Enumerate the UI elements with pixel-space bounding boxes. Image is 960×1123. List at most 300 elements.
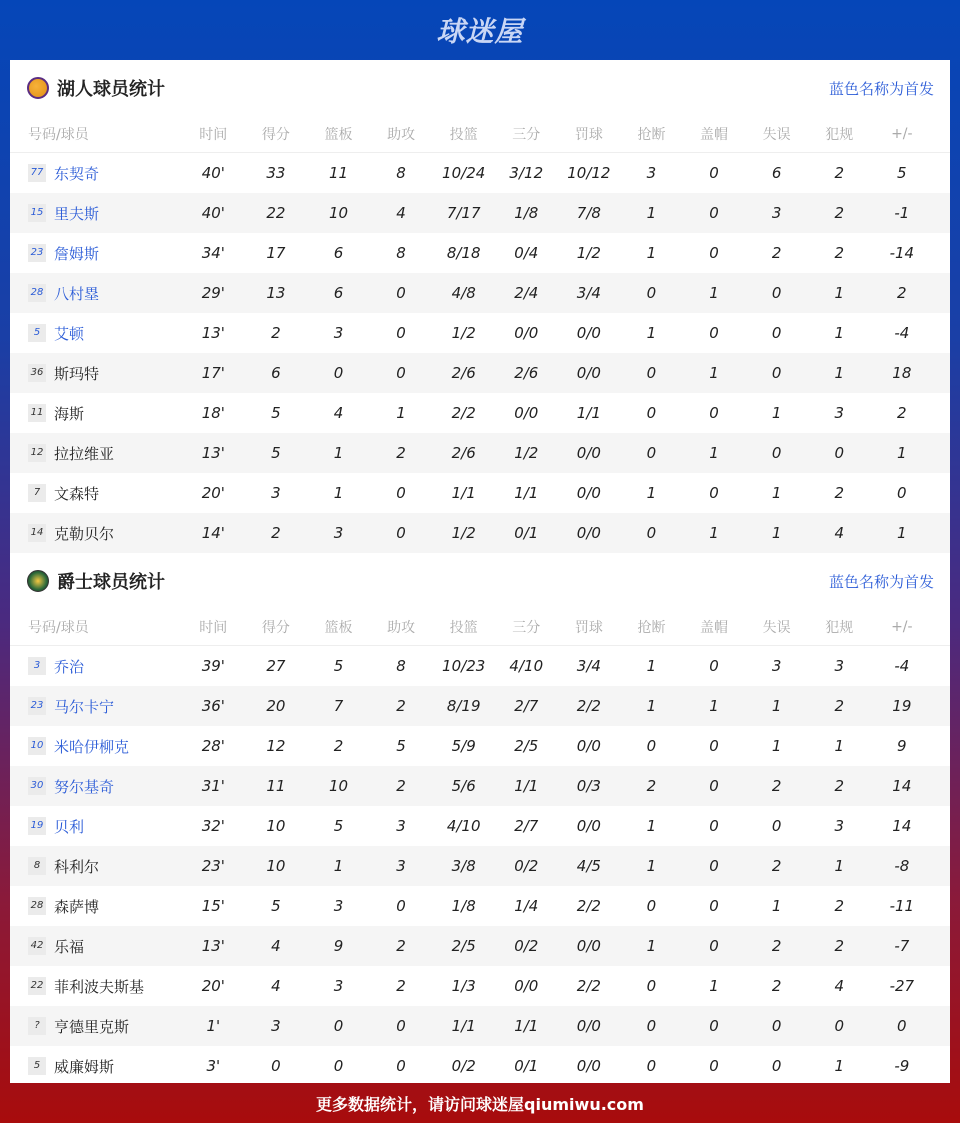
stat-cell: 2/2 — [576, 897, 601, 915]
player-cell[interactable] — [10, 523, 182, 544]
stat-cell: 0 — [646, 284, 657, 302]
stat-cell: 0 — [771, 1017, 782, 1035]
stat-cell: 0 — [646, 977, 657, 995]
stat-cell: 0 — [771, 364, 782, 382]
stat-cell: 6 — [333, 284, 344, 302]
stat-cell: 5 — [271, 897, 281, 915]
stat-cell: 4 — [834, 977, 844, 995]
column-header[interactable]: 时间 — [199, 127, 228, 143]
stat-cell: 3 — [333, 897, 344, 915]
jersey-number: 22 — [28, 977, 46, 995]
player-cell[interactable] — [10, 1016, 182, 1037]
lakers-logo — [27, 77, 49, 99]
player-row[interactable] — [10, 926, 950, 966]
stat-cell: 13' — [201, 444, 225, 462]
team-section — [10, 553, 950, 1086]
jersey-number: 23 — [28, 244, 46, 262]
jersey-number: 11 — [28, 404, 46, 422]
player-name[interactable]: 菲利波夫斯基 — [54, 977, 145, 996]
stat-cell: 1 — [396, 404, 406, 422]
stat-cell: 0 — [646, 897, 657, 915]
column-header[interactable]: 时间 — [199, 620, 228, 636]
jersey-number: 30 — [28, 777, 46, 795]
jersey-number: 5 — [28, 324, 46, 342]
stat-cell: 3 — [771, 204, 782, 222]
player-name[interactable]: 拉拉维亚 — [54, 444, 115, 463]
stat-cell: 2/2 — [451, 404, 476, 422]
player-row[interactable] — [10, 646, 950, 686]
player-cell[interactable] — [10, 816, 182, 837]
player-row[interactable] — [10, 966, 950, 1006]
jersey-number: 42 — [28, 937, 46, 955]
stat-cell: 0/0 — [576, 1057, 601, 1075]
column-header[interactable]: 篮板 — [324, 620, 353, 636]
stat-cell: 20' — [201, 977, 225, 995]
stat-cell: -4 — [894, 657, 910, 675]
player-cell[interactable] — [10, 283, 182, 304]
player-row[interactable] — [10, 726, 950, 766]
stat-cell: 1 — [646, 484, 657, 502]
player-row[interactable] — [10, 233, 950, 273]
jazz-logo — [27, 570, 49, 592]
player-row[interactable] — [10, 513, 950, 553]
stat-cell: 0/0 — [576, 484, 601, 502]
stat-cell: 3 — [271, 1017, 281, 1035]
stat-cell: 1 — [709, 977, 719, 995]
section-title: 湖人球员统计 — [57, 79, 165, 100]
player-cell[interactable] — [10, 483, 182, 504]
stat-cell: 0 — [333, 1057, 344, 1075]
stat-cell: 12 — [266, 737, 286, 755]
player-cell[interactable] — [10, 856, 182, 877]
stat-cell: 2/6 — [514, 364, 539, 382]
stat-cell: 0/2 — [514, 937, 539, 955]
stat-cell: 1 — [709, 524, 719, 542]
stat-cell: 40' — [201, 204, 225, 222]
stat-cell: 10/23 — [442, 657, 486, 675]
stat-cell: 2 — [834, 777, 844, 795]
stat-cell: 13 — [266, 284, 286, 302]
stat-cell: 0 — [709, 324, 719, 342]
stat-cell: 0 — [396, 484, 406, 502]
player-row[interactable] — [10, 806, 950, 846]
stat-cell: 0/0 — [514, 977, 539, 995]
stat-cell: 0 — [771, 284, 782, 302]
player-cell[interactable] — [10, 776, 182, 797]
stat-cell: 1 — [646, 937, 657, 955]
stat-cell: 0/0 — [514, 404, 539, 422]
stat-cell: 1 — [646, 244, 657, 262]
column-header[interactable]: 篮板 — [324, 127, 353, 143]
stat-cell: 0/0 — [576, 937, 601, 955]
stat-cell: 4/5 — [576, 857, 601, 875]
stat-cell: 1/1 — [514, 1017, 539, 1035]
column-header[interactable]: 得分 — [261, 620, 290, 636]
column-header[interactable]: 罚球 — [574, 620, 603, 636]
column-header[interactable]: 投篮 — [449, 127, 478, 143]
player-row[interactable] — [10, 273, 950, 313]
stat-cell: 2/7 — [514, 697, 539, 715]
stat-cell: 1 — [771, 404, 782, 422]
jersey-number: 5 — [28, 1057, 46, 1075]
stat-cell: 19 — [892, 697, 912, 715]
stat-cell: 0/0 — [576, 444, 601, 462]
stat-cell: 0 — [646, 1017, 657, 1035]
stat-cell: 32' — [201, 817, 225, 835]
jersey-number: 3 — [28, 657, 46, 675]
stat-cell: 4 — [834, 524, 844, 542]
stat-cell: 1/4 — [514, 897, 539, 915]
column-header[interactable]: 三分 — [512, 620, 541, 636]
player-name[interactable]: 努尔基奇 — [54, 777, 115, 796]
stat-cell: 2 — [897, 284, 907, 302]
stat-cell: 3 — [396, 857, 406, 875]
stat-cell: 5 — [271, 404, 281, 422]
column-header[interactable]: +/- — [891, 619, 913, 635]
stat-cell: 2 — [834, 484, 844, 502]
column-header[interactable]: 抢断 — [637, 620, 666, 636]
stat-cell: 2/4 — [514, 284, 539, 302]
stat-cell: 1 — [646, 857, 657, 875]
stat-cell: -8 — [894, 857, 910, 875]
stat-cell: 1 — [709, 364, 719, 382]
stat-cell: 2 — [771, 937, 782, 955]
stat-cell: 0/0 — [576, 737, 601, 755]
stat-cell: 1/8 — [514, 204, 539, 222]
player-name[interactable]: 艾顿 — [54, 324, 85, 343]
stat-cell: 5/9 — [451, 737, 476, 755]
jersey-number: 14 — [28, 524, 46, 542]
stat-cell: 1 — [834, 324, 844, 342]
stat-cell: 14 — [892, 777, 912, 795]
stat-cell: 40' — [201, 164, 225, 182]
stat-cell: 0/4 — [514, 244, 539, 262]
column-header[interactable]: 罚球 — [574, 127, 603, 143]
stat-cell: 17 — [266, 244, 286, 262]
stat-cell: 1 — [897, 524, 907, 542]
player-row[interactable] — [10, 473, 950, 513]
player-cell[interactable] — [10, 1056, 182, 1077]
stat-cell: 5 — [333, 817, 344, 835]
stat-cell: 22 — [266, 204, 286, 222]
player-name[interactable]: 克勒贝尔 — [54, 524, 115, 543]
stat-cell: 0 — [646, 444, 657, 462]
section-header — [10, 553, 950, 609]
column-header[interactable]: 三分 — [512, 127, 541, 143]
player-name[interactable]: 乐福 — [54, 937, 85, 956]
player-name[interactable]: 詹姆斯 — [54, 244, 100, 263]
stat-cell: 0 — [771, 1057, 782, 1075]
column-header[interactable]: 号码/球员 — [28, 127, 89, 143]
stat-cell: 5 — [396, 737, 406, 755]
player-cell[interactable] — [10, 976, 182, 997]
player-name[interactable]: 乔治 — [54, 657, 85, 676]
stat-cell: 0/1 — [514, 1057, 539, 1075]
column-header[interactable]: +/- — [891, 126, 913, 142]
stat-cell: 9 — [897, 737, 907, 755]
stat-cell: 36' — [201, 697, 225, 715]
stat-cell: 1 — [646, 817, 657, 835]
stat-cell: 2 — [396, 977, 406, 995]
stat-cell: 8 — [396, 657, 406, 675]
stat-cell: 2/5 — [514, 737, 539, 755]
player-row[interactable] — [10, 846, 950, 886]
stat-cell: 3 — [771, 657, 782, 675]
player-cell[interactable] — [10, 896, 182, 917]
jersey-number: 36 — [28, 364, 46, 382]
column-header[interactable]: 抢断 — [637, 127, 666, 143]
stat-cell: 1/8 — [451, 897, 476, 915]
stat-cell: 10 — [266, 817, 286, 835]
stat-cell: 1 — [834, 1057, 844, 1075]
stat-cell: 0 — [709, 1057, 719, 1075]
stat-cell: 8 — [396, 164, 406, 182]
brand-logo: 球迷屋 — [436, 15, 524, 48]
stat-cell: 4 — [271, 937, 281, 955]
stat-cell: 2/6 — [451, 444, 476, 462]
player-cell[interactable] — [10, 936, 182, 957]
player-name[interactable]: 文森特 — [54, 484, 100, 503]
stat-cell: 0 — [396, 324, 406, 342]
stat-cell: 0 — [709, 404, 719, 422]
jersey-number: ? — [28, 1017, 46, 1035]
stat-cell: 0/0 — [576, 524, 601, 542]
stat-cell: 1 — [333, 484, 344, 502]
stat-cell: 1/3 — [451, 977, 476, 995]
stat-cell: 4/10 — [509, 657, 544, 675]
stat-cell: 1 — [771, 524, 782, 542]
player-cell[interactable] — [10, 443, 182, 464]
stat-cell: 0/0 — [576, 817, 601, 835]
stat-cell: 1 — [771, 484, 782, 502]
jersey-number: 77 — [28, 164, 46, 182]
stat-cell: 10 — [328, 777, 349, 795]
player-name[interactable]: 斯玛特 — [54, 364, 100, 383]
stat-cell: 2 — [646, 777, 657, 795]
stat-cell: 2/5 — [451, 937, 476, 955]
stat-cell: 8 — [396, 244, 406, 262]
player-row[interactable] — [10, 393, 950, 433]
stat-cell: 0/0 — [576, 1017, 601, 1035]
stat-cell: 0 — [709, 244, 719, 262]
stat-cell: 1/1 — [514, 484, 539, 502]
stat-cell: 3 — [834, 657, 844, 675]
stat-cell: 14 — [892, 817, 912, 835]
player-row[interactable] — [10, 886, 950, 926]
stat-cell: 0 — [834, 1017, 844, 1035]
stat-cell: 6 — [333, 244, 344, 262]
stat-cell: 0 — [709, 164, 719, 182]
stat-cell: 13' — [201, 937, 225, 955]
table-header-row — [10, 609, 950, 646]
stat-cell: 1/2 — [576, 244, 601, 262]
jersey-number: 19 — [28, 817, 46, 835]
player-name[interactable]: 里夫斯 — [54, 204, 100, 223]
stat-cell: 1 — [834, 284, 844, 302]
player-row[interactable] — [10, 686, 950, 726]
column-header[interactable]: 得分 — [261, 127, 290, 143]
stat-cell: 0 — [646, 737, 657, 755]
player-row[interactable] — [10, 193, 950, 233]
stat-cell: 0 — [709, 777, 719, 795]
player-cell[interactable] — [10, 203, 182, 224]
jersey-number: 15 — [28, 204, 46, 222]
stat-cell: 0 — [396, 364, 406, 382]
section-title-wrap — [27, 568, 165, 594]
stat-cell: 2 — [897, 404, 907, 422]
jersey-number: 12 — [28, 444, 46, 462]
player-name[interactable]: 米哈伊柳克 — [54, 737, 130, 756]
stat-cell: 2 — [834, 204, 844, 222]
stat-cell: 1 — [771, 697, 782, 715]
stat-cell: 1 — [646, 324, 657, 342]
column-header[interactable]: 助攻 — [387, 620, 416, 636]
stat-cell: 1/2 — [514, 444, 539, 462]
player-name[interactable]: 海斯 — [54, 404, 85, 423]
table-header-row — [10, 116, 950, 153]
stat-cell: 0 — [771, 444, 782, 462]
stat-cell: 3/8 — [451, 857, 476, 875]
player-name[interactable]: 森萨博 — [54, 897, 100, 916]
player-cell[interactable] — [10, 403, 182, 424]
stat-cell: 1 — [834, 857, 844, 875]
stat-cell: 1 — [834, 364, 844, 382]
stat-cell: 0 — [646, 404, 657, 422]
starter-note: 蓝色名称为首发 — [828, 79, 934, 98]
jersey-number: 7 — [28, 484, 46, 502]
stat-cell: 2 — [834, 897, 844, 915]
column-header[interactable]: 号码/球员 — [28, 620, 89, 636]
column-header[interactable]: 失误 — [762, 620, 791, 636]
player-row[interactable] — [10, 153, 950, 193]
stat-cell: 14' — [201, 524, 225, 542]
stat-cell: 5 — [333, 657, 344, 675]
player-cell[interactable] — [10, 363, 182, 384]
stat-cell: 0 — [709, 897, 719, 915]
player-name[interactable]: 八村塁 — [54, 284, 100, 303]
stat-cell: 0 — [709, 937, 719, 955]
player-row[interactable] — [10, 766, 950, 806]
section-title: 爵士球员统计 — [57, 572, 165, 593]
stat-cell: 0/2 — [514, 857, 539, 875]
stat-cell: 1/1 — [451, 484, 476, 502]
player-name[interactable]: 东契奇 — [54, 164, 100, 183]
stat-cell: 1 — [834, 737, 844, 755]
stat-cell: -9 — [894, 1057, 910, 1075]
stat-cell: -27 — [889, 977, 915, 995]
stat-cell: 18' — [201, 404, 225, 422]
stat-cell: 3 — [646, 164, 657, 182]
column-header[interactable]: 盖帽 — [700, 620, 729, 636]
player-row[interactable] — [10, 433, 950, 473]
stat-cell: -1 — [894, 204, 910, 222]
stat-cell: 0/1 — [514, 524, 539, 542]
player-cell[interactable] — [10, 243, 182, 264]
player-cell[interactable] — [10, 163, 182, 184]
column-header[interactable]: 助攻 — [387, 127, 416, 143]
stat-cell: 18 — [892, 364, 912, 382]
stat-cell: 1 — [646, 697, 657, 715]
stat-cell: 1 — [333, 444, 344, 462]
stat-cell: 0 — [396, 1057, 406, 1075]
stat-cell: 2 — [834, 697, 844, 715]
stat-cell: 1 — [709, 697, 719, 715]
player-name[interactable]: 威廉姆斯 — [54, 1057, 115, 1076]
stat-cell: 4 — [333, 404, 344, 422]
stat-cell: 0/0 — [514, 324, 539, 342]
stat-cell: 33 — [266, 164, 286, 182]
player-name[interactable]: 科利尔 — [54, 857, 100, 876]
stat-cell: 29' — [201, 284, 225, 302]
player-row[interactable] — [10, 353, 950, 393]
player-name[interactable]: 亨德里克斯 — [54, 1017, 130, 1036]
starter-note: 蓝色名称为首发 — [828, 572, 934, 591]
stat-cell: 17' — [201, 364, 225, 382]
column-header[interactable]: 犯规 — [825, 620, 854, 636]
player-cell[interactable] — [10, 656, 182, 677]
stat-cell: 0 — [646, 524, 657, 542]
stat-cell: 0/3 — [576, 777, 601, 795]
player-row[interactable] — [10, 1046, 950, 1086]
stat-cell: 20 — [266, 697, 286, 715]
stat-cell: -11 — [889, 897, 915, 915]
column-header[interactable]: 盖帽 — [700, 127, 729, 143]
stat-cell: 2 — [396, 697, 406, 715]
player-cell[interactable] — [10, 736, 182, 757]
stat-cell: 39' — [201, 657, 225, 675]
player-row[interactable] — [10, 1006, 950, 1046]
column-header[interactable]: 投篮 — [449, 620, 478, 636]
stat-cell: 0 — [834, 444, 844, 462]
jersey-number: 8 — [28, 857, 46, 875]
player-name[interactable]: 马尔卡宁 — [54, 697, 115, 716]
player-name[interactable]: 贝利 — [54, 817, 85, 836]
stat-cell: 0 — [396, 1017, 406, 1035]
stat-cell: 23' — [201, 857, 225, 875]
stat-cell: 3' — [206, 1057, 221, 1075]
column-header[interactable]: 失误 — [762, 127, 791, 143]
stat-cell: 0 — [771, 324, 782, 342]
stat-cell: 1' — [206, 1017, 221, 1035]
stat-cell: 13' — [201, 324, 225, 342]
player-cell[interactable] — [10, 323, 182, 344]
stat-cell: 3 — [333, 977, 344, 995]
stat-cell: 0 — [646, 364, 657, 382]
stat-cell: 2 — [396, 777, 406, 795]
stat-cell: 0/0 — [576, 364, 601, 382]
column-header[interactable]: 犯规 — [825, 127, 854, 143]
stat-cell: 0/0 — [576, 324, 601, 342]
footer-link[interactable]: 更多数据统计，请访问球迷屋qiumiwu.com — [316, 1094, 644, 1114]
stat-cell: 0 — [709, 484, 719, 502]
stat-cell: 0/2 — [451, 1057, 476, 1075]
stat-cell: 5/6 — [451, 777, 476, 795]
stat-cell: 4 — [396, 204, 406, 222]
stat-cell: 1 — [646, 204, 657, 222]
stat-cell: 0 — [709, 817, 719, 835]
stat-cell: 3 — [396, 817, 406, 835]
stat-cell: -7 — [894, 937, 910, 955]
stat-cell: 3/4 — [576, 284, 601, 302]
player-row[interactable] — [10, 313, 950, 353]
stat-cell: 1 — [709, 284, 719, 302]
stat-cell: 1 — [771, 737, 782, 755]
team-section — [10, 60, 950, 553]
stat-cell: 0 — [709, 1017, 719, 1035]
player-cell[interactable] — [10, 696, 182, 717]
stat-cell: 0 — [333, 1017, 344, 1035]
stat-cell: 1/1 — [451, 1017, 476, 1035]
